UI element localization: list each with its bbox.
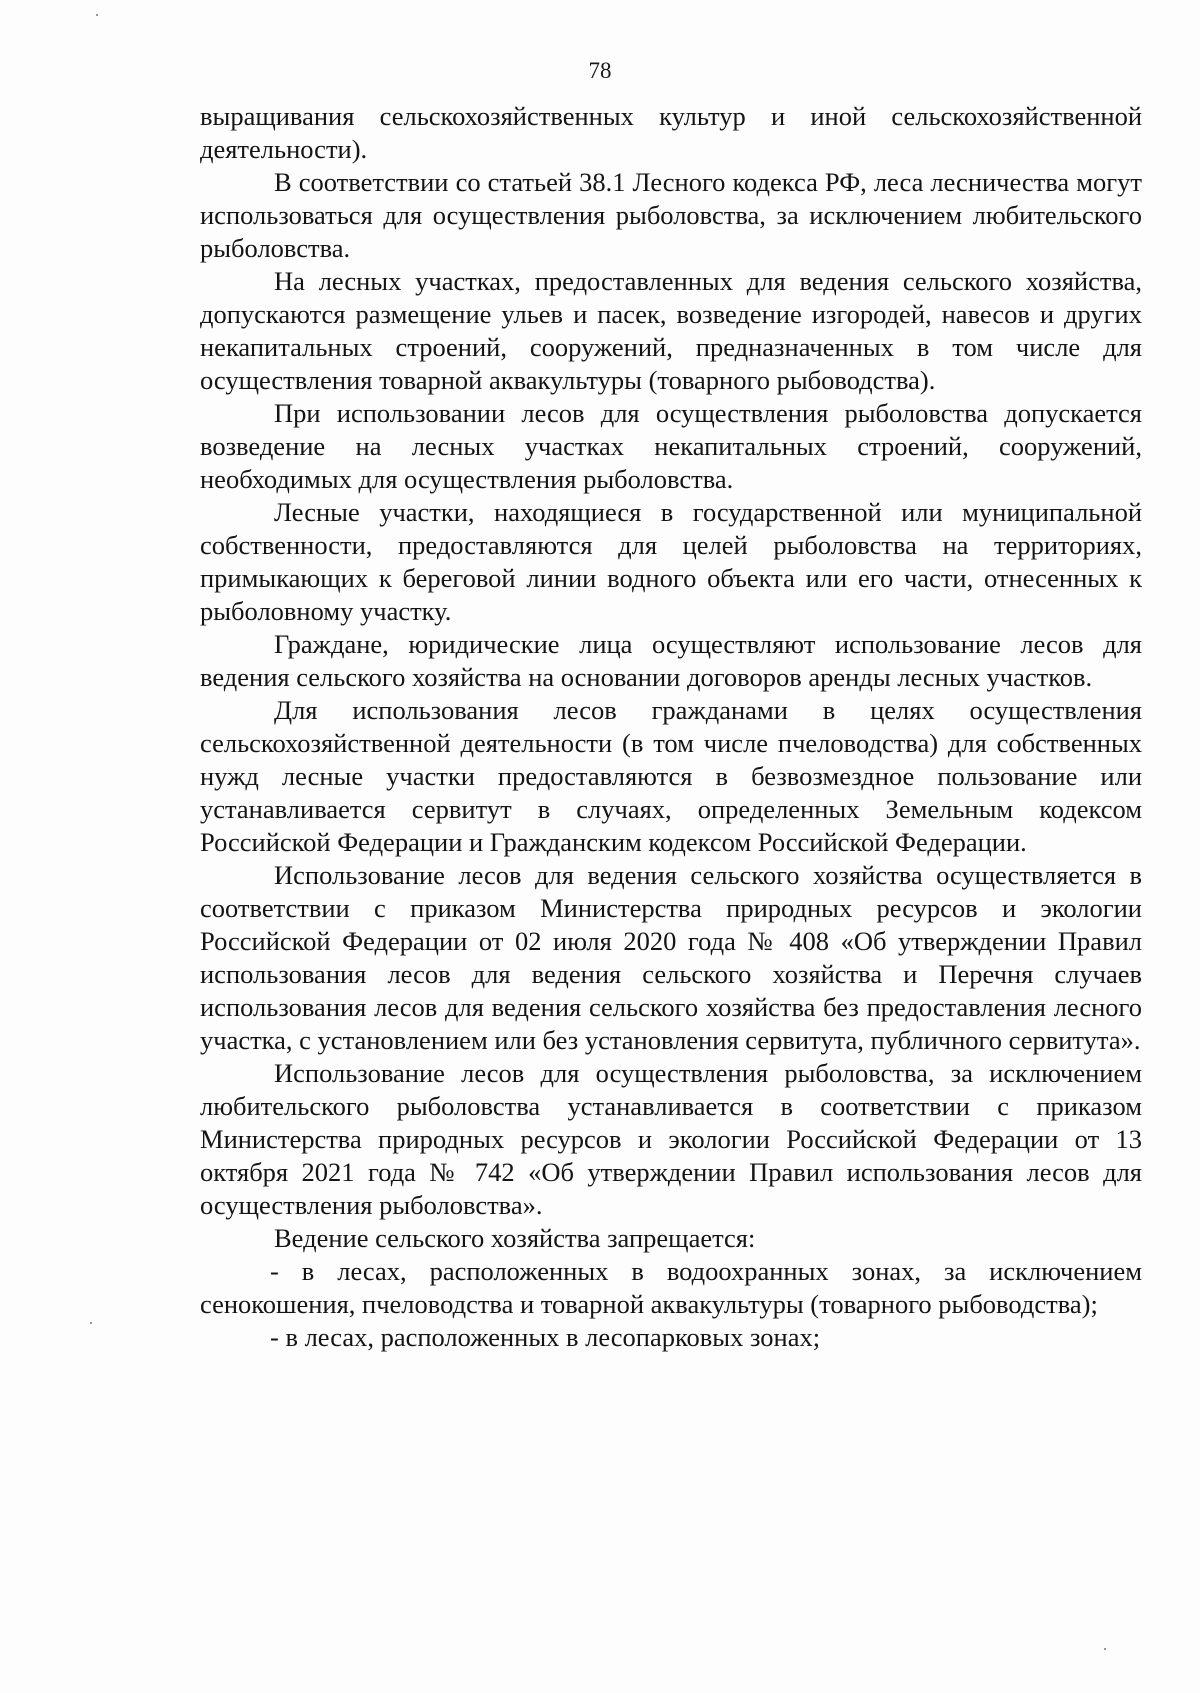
document-body xyxy=(200,100,1142,1354)
scan-speck xyxy=(1104,1648,1106,1650)
paragraph: Граждане, юридические лица осуществляют использование лесов для ведения сельского хозяйства на основании договоров аренды лесных участков. xyxy=(200,629,1142,692)
paragraph: Лесные участки, находящиеся в государственной или муниципальной собственности, предоставляются для целей рыболовства на территориях, примыкающих к береговой линии водного объекта или его части, отнесенных к рыболовному участку. xyxy=(200,497,1142,626)
paragraph: Ведение сельского хозяйства запрещается: xyxy=(274,1223,756,1253)
paragraph: Использование лесов для ведения сельского хозяйства осуществляется в соответствии с приказом Министерства природных ресурсов и экологии Российской Федерации от 02 июля 2020 года № 408 «Об утверждении Правил использования лесов для ведения сельского хозяйства и Перечня случаев использования лесов для ведения сельского хозяйства без предоставления лесного участка, с установлением или без установления сервитута, публичного сервитута». xyxy=(200,860,1142,1055)
paragraph: На лесных участках, предоставленных для ведения сельского хозяйства, допускаются размещение ульев и пасек, возведение изгородей, навесов и других некапитальных строений, сооружений, предназначенных в том числе для осуществления товарной аквакультуры (товарного рыбоводства). xyxy=(200,266,1142,395)
paragraph-continuation: выращивания сельскохозяйственных культур и иной сельскохозяйственной деятельности). xyxy=(200,101,1142,164)
paragraph: Для использования лесов гражданами в целях осуществления сельскохозяйственной деятельности (в том числе пчеловодства) для собственных нужд лесные участки предоставляются в безвозмездное пользование или устанавливается сервитут в случаях, определенных Земельным кодексом Российской Федерации и Гражданским кодексом Российской Федерации. xyxy=(200,695,1142,857)
paragraph: При использовании лесов для осуществления рыболовства допускается возведение на лесных участках некапитальных строений, сооружений, необходимых для осуществления рыболовства. xyxy=(200,398,1142,494)
list-item: - в лесах, расположенных в водоохранных зонах, за исключением сенокошения, пчеловодства и товарной аквакультуры (товарного рыбоводства); xyxy=(200,1256,1142,1319)
paragraph: Использование лесов для осуществления рыболовства, за исключением любительского рыболовства устанавливается в соответствии с приказом Министерства природных ресурсов и экологии Российской Федерации от 13 октября 2021 года № 742 «Об утверждении Правил использования лесов для осуществления рыболовства». xyxy=(200,1058,1142,1220)
scan-speck xyxy=(96,14,98,16)
paragraph: В соответствии со статьей 38.1 Лесного кодекса РФ, леса лесничества могут использоваться для осуществления рыболовства, за исключением любительского рыболовства. xyxy=(200,167,1142,263)
scan-speck xyxy=(90,1322,92,1324)
list-item: - в лесах, расположенных в лесопарковых зонах; xyxy=(270,1322,821,1352)
page-number: 78 xyxy=(588,58,612,83)
